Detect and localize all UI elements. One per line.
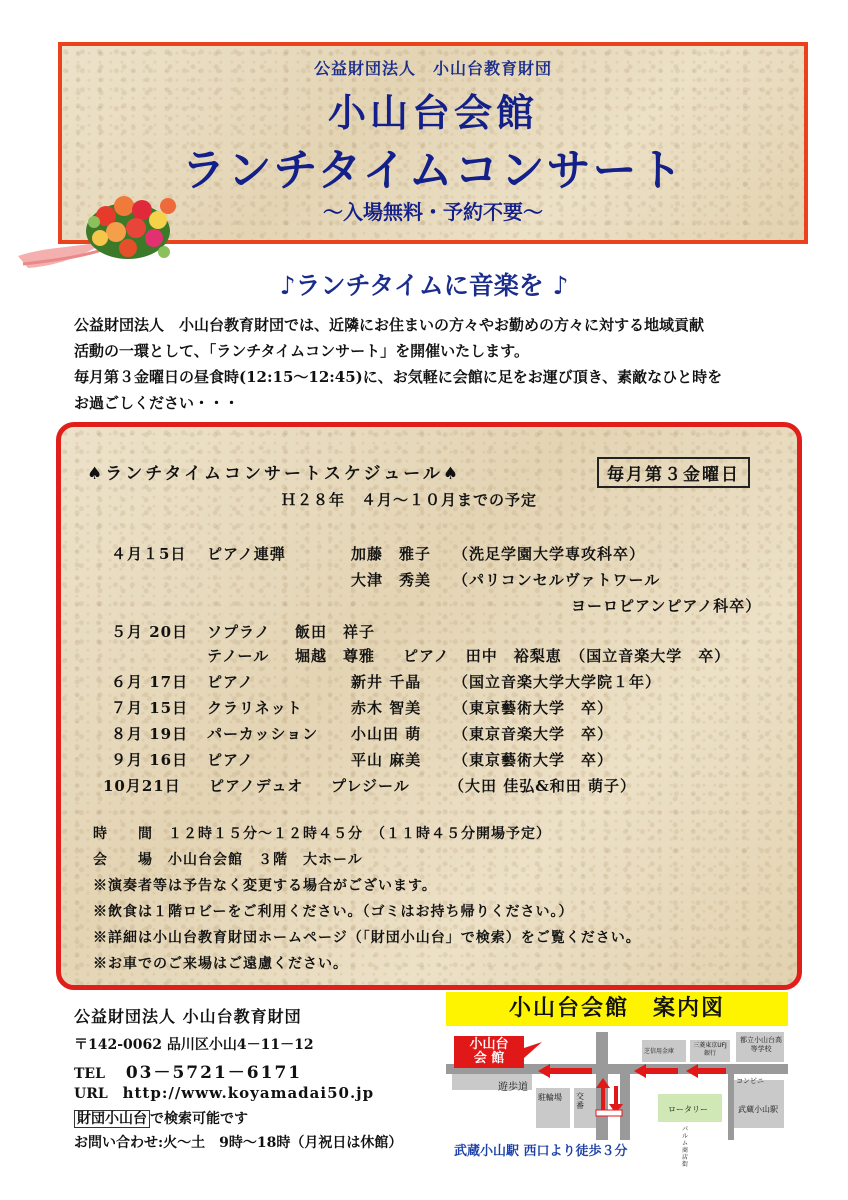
map-conv-label: コンビニ: [736, 1077, 764, 1085]
note-venue: 会 場 小山台会館 ３階 大ホール: [93, 852, 363, 868]
intro-line: 公益財団法人 小山台教育財団では、近隣にお住まいの方々やお勤めの方々に対する地域貢献: [74, 316, 705, 334]
row-name: 飯田 祥子: [295, 623, 376, 641]
intro-line: 活動の一環として、「ランチタイムコンサート」を開催いたします。: [74, 342, 529, 360]
map-rotary-label: ロータリー: [668, 1105, 708, 1114]
map-caption: 武蔵小山駅 西口より徒歩３分: [454, 1144, 628, 1159]
row-instrument: ピアノ: [207, 673, 254, 691]
map-bank1-label: 芝信用金庫: [644, 1048, 675, 1055]
map-title: 小山台会館 案内図: [446, 992, 788, 1026]
row-instrument: テノール: [207, 647, 270, 665]
url-label: URL: [74, 1086, 108, 1102]
footer-org: 公益財団法人 小山台教育財団: [74, 1007, 302, 1026]
map-hall-label: 会 館: [473, 1051, 505, 1066]
tel-number: 03－5721－6171: [125, 1063, 303, 1083]
row-instrument: ピアノ: [207, 751, 254, 769]
search-text: で検索可能です: [150, 1111, 248, 1127]
schedule-heading: ♠ランチタイムコンサートスケジュール♠: [87, 464, 462, 484]
footer-url: [74, 1084, 374, 1102]
lead-title: ♪ランチタイムに音楽を ♪: [279, 271, 569, 300]
row-affiliation: （大田 佳弘&和田 萌子）: [449, 777, 636, 795]
row-name: プレジール: [331, 777, 410, 795]
row-name: 平山 麻美: [351, 751, 422, 769]
row-date: ８月 19日: [111, 725, 189, 743]
footer-hours: お問い合わせ:火～土 9時～18時（月祝日は休館）: [74, 1135, 403, 1151]
footer-tel: [74, 1058, 302, 1083]
url-link[interactable]: http://www.koyamadai50.jp: [122, 1084, 375, 1102]
row-name: 小山田 萌: [351, 725, 422, 743]
note-change: ※演奏者等は予告なく変更する場合がございます。: [93, 878, 437, 894]
row-date: ４月１5日: [111, 545, 187, 563]
map-bike-label: 駐輪場: [538, 1093, 562, 1102]
row-date: ６月 17日: [111, 673, 189, 691]
map-station-label: 武蔵小山駅: [738, 1105, 778, 1114]
schedule-row: [571, 595, 761, 616]
row-date: ９月 16日: [111, 751, 189, 769]
row-affiliation: ヨーロピアンピアノ科卒）: [571, 597, 762, 615]
map-bank2-label: 三菱東京UFJ銀行: [693, 1042, 727, 1057]
row-affiliation: （東京藝術大学 卒）: [453, 751, 614, 769]
row-affiliation: ピアノ 田中 裕梨恵 （国立音楽大学 卒）: [403, 647, 731, 665]
map-promenade-label: 遊歩道: [498, 1082, 528, 1093]
org-name-top: 公益財団法人 小山台教育財団: [313, 59, 552, 78]
search-keyword-box: 財団小山台: [74, 1110, 150, 1128]
row-name: 新井 千晶: [351, 673, 422, 691]
schedule-badge: 毎月第３金曜日: [597, 457, 750, 488]
footer-postal: 〒142-0062 品川区小山4－11－12: [74, 1037, 314, 1053]
note-website: ※詳細は小山台教育財団ホームページ（「財団小山台」で検索）をご覧ください。: [93, 930, 641, 946]
concert-title: ランチタイムコンサート: [181, 145, 685, 196]
row-affiliation: （パリコンセルヴァトワール: [453, 571, 661, 589]
intro-line: 毎月第３金曜日の昼食時(12:15～12:45)に、お気軽に会館に足をお運び頂き、素敵なひと時を: [74, 368, 723, 386]
row-instrument: ソプラノ: [207, 623, 271, 641]
row-instrument: パーカッション: [207, 725, 319, 743]
map-hall-marker: [454, 1038, 524, 1066]
flower-bouquet-icon: [18, 176, 208, 276]
row-instrument: クラリネット: [207, 699, 303, 717]
tel-label: TEL: [74, 1066, 105, 1082]
row-affiliation: （東京藝術大学 卒）: [453, 699, 614, 717]
row-instrument: ピアノデュオ: [209, 777, 304, 795]
row-name: 堀越 尊雅: [295, 647, 376, 665]
admission-subtitle: ～入場無料・予約不要～: [323, 200, 543, 224]
intro-line: お過ごしください・・・: [74, 394, 240, 412]
schedule-box: [56, 422, 802, 990]
row-date: ７月 15日: [111, 699, 189, 717]
map-koban-label: 交番: [576, 1092, 584, 1110]
row-date: 10月21日: [103, 777, 181, 795]
schedule-period: Ｈ２８年 ４月～１０月までの予定: [280, 491, 537, 509]
row-affiliation: （東京音楽大学 卒）: [453, 725, 614, 743]
footer-search: [74, 1108, 248, 1128]
map-school-label: 都立小山台高等学校: [740, 1036, 782, 1053]
row-instrument: ピアノ連弾: [207, 545, 286, 563]
row-name: 大津 秀美: [351, 571, 432, 589]
map-palm-label: パルム商店街: [682, 1126, 689, 1168]
hall-title: 小山台会館: [327, 90, 538, 135]
row-name: 加藤 雅子: [351, 545, 432, 563]
row-affiliation: （国立音楽大学大学院１年）: [453, 673, 662, 691]
row-name: 赤木 智美: [351, 699, 422, 717]
note-parking: ※お車でのご来場はご遠慮ください。: [93, 956, 348, 972]
access-map: [446, 992, 788, 1168]
intro-paragraph: [74, 312, 804, 416]
note-food: ※飲食は１階ロビーをご利用ください。（ゴミはお持ち帰りください。）: [93, 904, 574, 920]
row-affiliation: （洗足学園大学専攻科卒）: [453, 545, 646, 563]
note-time: 時 間 １２時１５分～１２時４５分 （１１時４５分開場予定）: [93, 826, 551, 842]
row-date: ５月 20日: [111, 623, 189, 641]
map-hall-label: 小山台: [469, 1037, 509, 1052]
